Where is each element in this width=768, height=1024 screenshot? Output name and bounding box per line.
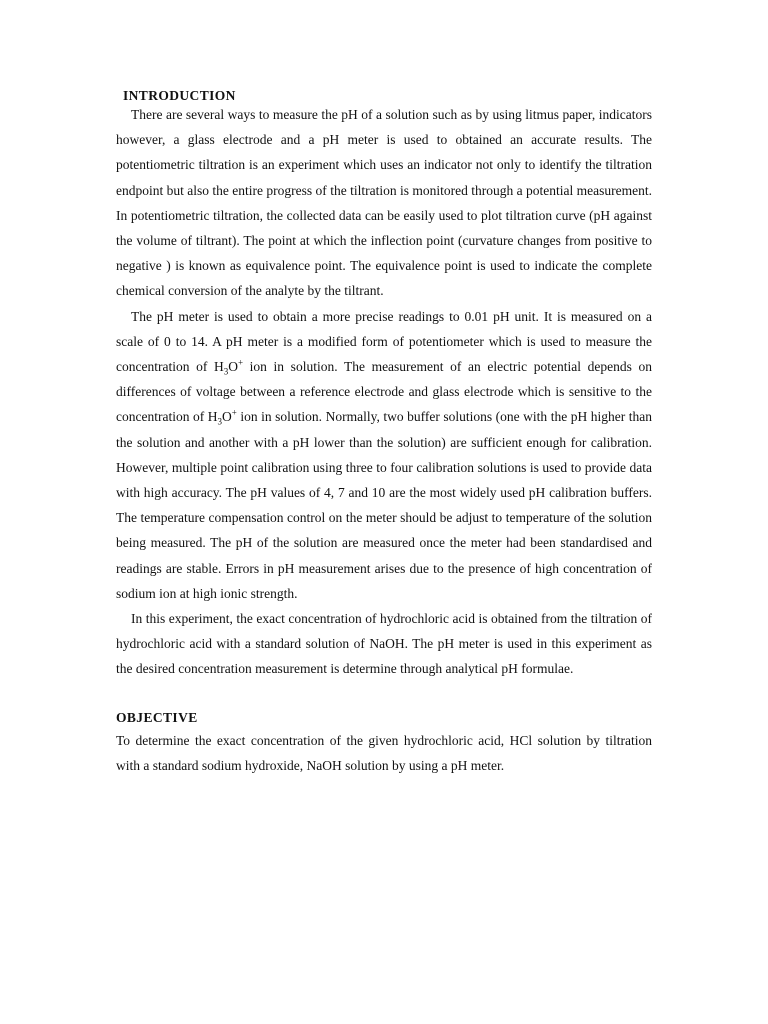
introduction-paragraph-1: There are several ways to measure the pH of a solution such as by using litmus paper, indicators however, a glass electrode and a pH meter is used to obtained an accurate results. The potentiometric tiltration is an experiment which uses an indicator not only to identify the tiltration endpoint but also the entire progress of the tiltration is monitored through a potential measurement. In potentiometric tiltration, the collected data can be easily used to plot tiltration curve (pH against the volume of tiltrant). The point at which the inflection point (curvature changes from positive to negative ) is known as equivalence point. The equivalence point is used to indicate the complete chemical conversion of the analyte by the tiltrant. <box>116 107 652 299</box>
section-spacer <box>116 682 652 708</box>
document-page <box>116 86 652 778</box>
objective-paragraph: To determine the exact concentration of the given hydrochloric acid, HCl solution by tiltration with a standard sodium hydroxide, NaOH solution by using a pH meter. <box>116 732 652 773</box>
paragraph-2-part-c: ion in solution. Normally, two buffer solutions (one with the pH higher than the solution and another with a pH lower than the solution) are sufficient enough for calibration. However, multiple point calibration using three to four calibration solutions is used to provide data with high accuracy. The pH values of 4, 7 and 10 are the most widely used pH calibration buffers. The temperature compensation control on the meter should be adjust to temperature of the solution being measured. The pH of the solution are measured once the meter had been standardised and readings are stable. Errors in pH measurement arises due to the presence of high concentration of sodium ion at high ionic strength. <box>116 409 652 601</box>
introduction-heading: INTRODUCTION <box>123 88 236 103</box>
paragraph-2-part-b: ion in solution. The measurement of an electric potential depends on differences of voltage between a reference electrode and glass electrode which is sensitive to the concentration of <box>116 359 652 425</box>
objective-heading: OBJECTIVE <box>116 709 198 725</box>
hydronium-formula: $H_3O^+$ <box>207 407 237 428</box>
paragraph-2-part-a: The pH meter is used to obtain a more precise readings to 0.01 pH unit. It is measured on a scale of 0 to 14. A pH meter is a modified form of potentiometer which is used to measure the concentration of <box>116 308 652 375</box>
introduction-paragraph-3: In this experiment, the exact concentration of hydrochloric acid is obtained from the tiltration of hydrochloric acid with a standard solution of NaOH. The pH meter is used in this experiment as the desired concentration measurement is determine through analytical pH formulae. <box>116 611 652 677</box>
introduction-paragraph-2 <box>116 304 652 606</box>
hydronium-formula: $H_3O^+$ <box>213 357 244 377</box>
